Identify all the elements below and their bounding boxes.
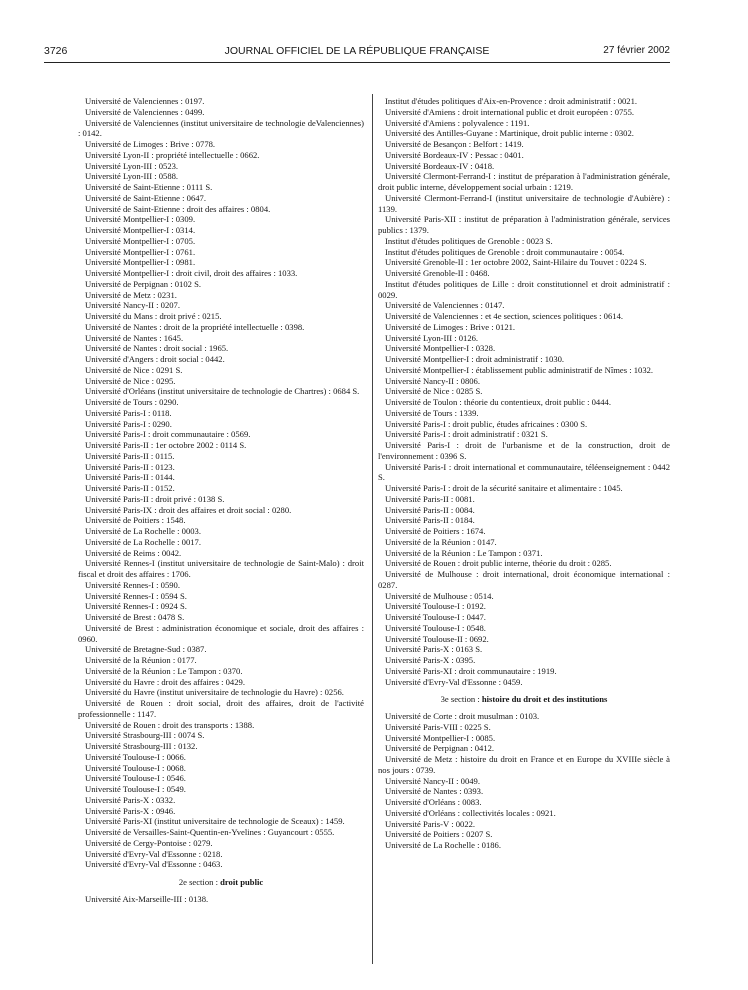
listing-entry: Université Paris-XI : droit communautaire : 1919. xyxy=(385,665,557,676)
listing-entry: Université de Valenciennes (institut universitaire de technologie deValenciennes) : 0142. xyxy=(78,117,364,139)
listing-entry: Université Paris-I : 0290. xyxy=(85,418,172,429)
listing-entry: Université Paris-I : droit communautaire : 0569. xyxy=(85,429,251,440)
listing-entry: Université d'Orléans : 0083. xyxy=(385,797,482,807)
listing-entry: Université Lyon-III : 0523. xyxy=(85,160,179,171)
header-rule xyxy=(44,62,670,63)
listing-entry: Université Strasbourg-III : 0132. xyxy=(85,741,198,751)
listing-entry: Université Paris-X : 0332. xyxy=(85,794,176,805)
listing-entry: Université Montpellier-I : droit civil, droit des affaires : 1033. xyxy=(85,268,298,278)
listing-entry: Université Paris-X : 0163 S. xyxy=(385,644,483,655)
listing-entry: Université Rennes-I (institut universitaire de technologie de Saint-Malo) : droit fiscal et droit des affaires : 1706. xyxy=(78,558,364,579)
listing-entry: Université de Besançon : Belfort : 1419. xyxy=(385,139,524,149)
listing-entry: Université Paris-II : 0081. xyxy=(385,493,475,504)
listing-entry: Université de Perpignan : 0102 S. xyxy=(85,278,201,289)
publication-date: 27 février 2002 xyxy=(603,45,670,56)
listing-entry: Université de Saint-Etienne : 0111 S. xyxy=(85,182,213,192)
listing-entry: Université de La Rochelle : 0186. xyxy=(385,840,501,850)
listing-entry: Université Paris-II : 0084. xyxy=(385,504,475,515)
listing-entry: Université Paris-XI (institut universitaire de technologie de Sceaux) : 1459. xyxy=(85,816,345,827)
listing-entry: Université de la Réunion : Le Tampon : 0370. xyxy=(85,665,243,676)
listing-entry: Université d'Orléans (institut universitaire de technologie de Chartres) : 0684 S. xyxy=(85,386,360,397)
listing-entry: Université Montpellier-I : 0309. xyxy=(85,214,196,225)
listing-entry: Université de Limoges : Brive : 0778. xyxy=(85,139,216,149)
listing-entry: Université de Brest : administration économique et sociale, droit des affaires : 0960. xyxy=(78,622,364,644)
listing-entry: Université Lyon-III : 0588. xyxy=(85,171,179,182)
listing-entry: Université de Brest : 0478 S. xyxy=(85,612,185,622)
journal-title: JOURNAL OFFICIEL DE LA RÉPUBLIQUE FRANÇAISE xyxy=(224,45,490,57)
left-column xyxy=(78,96,364,905)
listing-entry: Université Paris-II : 1er octobre 2002 : 0114 S. xyxy=(85,440,247,450)
listing-entry: Université Paris-II : 0184. xyxy=(385,515,475,526)
listing-entry: Université d'Amiens : polyvalence : 1191. xyxy=(385,117,530,128)
listing-entry: Université Toulouse-I : 0546. xyxy=(85,773,186,784)
listing-entry: Université Montpellier-I : 0314. xyxy=(85,225,196,235)
listing-entry: Université de Valenciennes : 0147. xyxy=(385,300,505,311)
listing-entry: Université de Metz : histoire du droit en France et en Europe du XVIIIe siècle à nos jours : 0739. xyxy=(378,754,670,775)
listing-entry: Université de Limoges : Brive : 0121. xyxy=(385,321,516,332)
listing-entry: Université de Tours : 1339. xyxy=(385,407,479,418)
listing-entry: Université Toulouse-I : 0192. xyxy=(385,601,486,612)
listing-entry: Université Toulouse-I : 0068. xyxy=(85,762,186,773)
section-title: histoire du droit et des institutions xyxy=(481,694,608,705)
listing-entry: Université de Valenciennes : et 4e section, sciences politiques : 0614. xyxy=(385,311,624,321)
listing-entry: Université Montpellier-I : 0328. xyxy=(385,343,496,354)
listing-entry: Université d'Angers : droit social : 0442. xyxy=(85,354,225,364)
listing-entry: Institut d'études politiques de Grenoble : droit communautaire : 0054. xyxy=(385,246,625,257)
listing-entry: Université de Versailles-Saint-Quentin-en-Yvelines : Guyancourt : 0555. xyxy=(85,827,335,837)
listing-entry: Université de Poitiers : 1548. xyxy=(85,515,186,526)
listing-entry: Université Montpellier-I : 0085. xyxy=(385,732,496,743)
section-number: 2e section : xyxy=(178,877,221,887)
listing-entry: Université d'Evry-Val d'Essonne : 0463. xyxy=(85,859,223,870)
listing-entry: Université Lyon-III : 0126. xyxy=(385,332,479,343)
listing-entry: Université Nancy-II : 0207. xyxy=(85,300,180,311)
listing-entry: Université Paris-II : 0144. xyxy=(85,472,175,483)
section-heading xyxy=(378,694,670,705)
listing-entry: Université de La Rochelle : 0003. xyxy=(85,526,201,536)
listing-entry: Université de Rouen : droit public interne, théorie du droit : 0285. xyxy=(385,558,612,569)
listing-entry: Université Paris-X : 0946. xyxy=(85,805,176,816)
listing-entry: Université de la Réunion : 0147. xyxy=(385,536,497,547)
listing-entry: Université Paris-II : 0152. xyxy=(85,483,175,493)
listing-entry: Université de Nice : 0291 S. xyxy=(85,364,183,375)
listing-entry: Université Montpellier-I : 0705. xyxy=(85,235,196,246)
listing-entry: Université de Reims : 0042. xyxy=(85,547,182,558)
listing-entry: Université d'Orléans : collectivités locales : 0921. xyxy=(385,807,556,818)
listing-entry: Université Paris-IX : droit des affaires et droit social : 0280. xyxy=(85,504,292,515)
listing-entry: Université Montpellier-I : établissement public administratif de Nîmes : 1032. xyxy=(385,364,654,375)
listing-entry: Université Rennes-I : 0590. xyxy=(85,579,180,590)
listing-entry: Université Toulouse-I : 0549. xyxy=(85,784,186,794)
listing-entry: Université Paris-I : 0118. xyxy=(85,407,172,418)
listing-entry: Université Bordeaux-IV : 0418. xyxy=(385,160,495,171)
listing-entry: Université de Mulhouse : droit international, droit économique international : 0287. xyxy=(378,569,670,590)
listing-entry: Université de la Réunion : 0177. xyxy=(85,655,197,665)
listing-entry: Université Aix-Marseille-III : 0138. xyxy=(85,893,209,904)
listing-entry: Université Grenoble-II : 1er octobre 2002, Saint-Hilaire du Touvet : 0224 S. xyxy=(385,257,647,268)
listing-entry: Université de Saint-Etienne : droit des affaires : 0804. xyxy=(85,203,271,214)
listing-entry: Université de Nantes : droit de la propriété intellectuelle : 0398. xyxy=(85,321,305,332)
listing-entry: Université de Valenciennes : 0499. xyxy=(85,106,205,117)
listing-entry: Université de Cergy-Pontoise : 0279. xyxy=(85,837,213,848)
listing-entry: Université Paris-VIII : 0225 S. xyxy=(385,721,491,732)
listing-entry: Université de Metz : 0231. xyxy=(85,289,177,300)
listing-entry: Université Bordeaux-IV : Pessac : 0401. xyxy=(385,149,524,160)
listing-entry: Université de Valenciennes : 0197. xyxy=(85,96,205,106)
listing-entry: Université Paris-II : droit privé : 0138 S. xyxy=(85,493,225,504)
listing-entry: Université Toulouse-I : 0066. xyxy=(85,751,186,762)
listing-entry: Université de la Réunion : Le Tampon : 0371. xyxy=(385,547,543,558)
listing-entry: Université Montpellier-I : 0981. xyxy=(85,257,196,268)
listing-entry: Institut d'études politiques de Grenoble : 0023 S. xyxy=(385,235,553,246)
listing-entry: Université Toulouse-II : 0692. xyxy=(385,633,489,644)
listing-entry: Université de Toulon : théorie du contentieux, droit public : 0444. xyxy=(385,397,611,407)
listing-entry: Université de Mulhouse : 0514. xyxy=(385,590,494,601)
page-number: 3726 xyxy=(44,45,68,57)
listing-entry: Université de Tours : 0290. xyxy=(85,397,179,407)
listing-entry: Université des Antilles-Guyane : Martinique, droit public interne : 0302. xyxy=(385,128,634,139)
page-header xyxy=(44,45,670,61)
listing-entry: Université Rennes-I : 0924 S. xyxy=(85,601,187,612)
column-divider xyxy=(372,94,373,964)
listing-entry: Université de Rouen : droit des transports : 1388. xyxy=(85,719,255,730)
listing-entry: Université Paris-I : droit de l'urbanisme et de la construction, droit de l'environnement : 0396 S. xyxy=(378,440,670,461)
listing-entry: Université du Havre (institut universitaire de technologie du Havre) : 0256. xyxy=(85,687,344,698)
section-number: 3e section : xyxy=(440,694,482,705)
listing-entry: Université d'Evry-Val d'Essonne : 0459. xyxy=(385,676,523,687)
listing-entry: Université Paris-X : 0395. xyxy=(385,655,476,665)
listing-entry: Université Paris-I : droit administratif : 0321 S. xyxy=(385,429,548,440)
listing-entry: Université Strasbourg-III : 0074 S. xyxy=(85,730,205,741)
listing-entry: Université Paris-I : droit de la sécurité sanitaire et alimentaire : 1045. xyxy=(385,483,623,493)
listing-entry: Université de Nantes : droit social : 1965. xyxy=(85,343,229,354)
listing-entry: Institut d'études politiques de Lille : droit constitutionnel et droit administratif : 0029. xyxy=(378,278,670,300)
listing-entry: Université du Havre : droit des affaires : 0429. xyxy=(85,676,245,687)
listing-entry: Université Clermont-Ferrand-I (institut universitaire de technologie d'Aubière) : 1139. xyxy=(378,192,670,214)
listing-entry: Université Paris-II : 0123. xyxy=(85,461,175,472)
listing-entry: Université Clermont-Ferrand-I : institut de préparation à l'administration générale, droit public interne, développement social urbain : 1219. xyxy=(378,171,670,192)
listing-entry: Université Montpellier-I : 0761. xyxy=(85,246,196,257)
listing-entry: Université d'Evry-Val d'Essonne : 0218. xyxy=(85,848,223,859)
listing-entry: Université Toulouse-I : 0548. xyxy=(385,622,486,633)
listing-entry: Université Paris-V : 0022. xyxy=(385,818,476,829)
listing-entry: Université de Poitiers : 1674. xyxy=(385,526,486,536)
listing-entry: Université Nancy-II : 0806. xyxy=(385,375,480,386)
listing-entry: Institut d'études politiques d'Aix-en-Provence : droit administratif : 0021. xyxy=(385,96,638,106)
listing-entry: Université Paris-II : 0115. xyxy=(85,450,175,461)
listing-entry: Université de Nantes : 1645. xyxy=(85,332,184,343)
listing-entry: Université Paris-XII : institut de préparation à l'administration générale, services publics : 1379. xyxy=(378,214,670,235)
listing-entry: Université de Nice : 0285 S. xyxy=(385,386,483,397)
listing-entry: Université d'Amiens : droit international public et droit européen : 0755. xyxy=(385,106,635,117)
listing-entry: Université de Corte : droit musulman : 0103. xyxy=(385,711,540,721)
listing-entry: Université de Bretagne-Sud : 0387. xyxy=(85,644,207,655)
listing-entry: Université Paris-I : droit public, études africaines : 0300 S. xyxy=(385,418,588,429)
listing-entry: Université Rennes-I : 0594 S. xyxy=(85,590,187,601)
listing-entry: Université de Saint-Etienne : 0647. xyxy=(85,192,207,203)
listing-entry: Université de Poitiers : 0207 S. xyxy=(385,829,493,840)
section-heading xyxy=(78,877,364,888)
listing-entry: Université Toulouse-I : 0447. xyxy=(385,612,486,622)
listing-entry: Université de La Rochelle : 0017. xyxy=(85,536,201,547)
section-title: droit public xyxy=(220,877,264,887)
listing-entry: Université Nancy-II : 0049. xyxy=(385,775,480,786)
listing-entry: Université de Nice : 0295. xyxy=(85,375,176,386)
listing-entry: Université Paris-I : droit international et communautaire, téléenseignement : 0442 S. xyxy=(378,461,670,483)
listing-entry: Université Montpellier-I : droit administratif : 1030. xyxy=(385,354,565,364)
listing-entry: Université de Nantes : 0393. xyxy=(385,786,484,797)
listing-entry: Université Grenoble-II : 0468. xyxy=(385,268,490,278)
listing-entry: Université du Mans : droit privé : 0215. xyxy=(85,311,222,321)
listing-entry: Université de Perpignan : 0412. xyxy=(385,743,495,754)
right-column xyxy=(378,96,670,851)
listing-entry: Université Lyon-II : propriété intellectuelle : 0662. xyxy=(85,149,260,160)
listing-entry: Université de Rouen : droit social, droit des affaires, droit de l'activité professionnelle : 1147. xyxy=(78,698,364,719)
